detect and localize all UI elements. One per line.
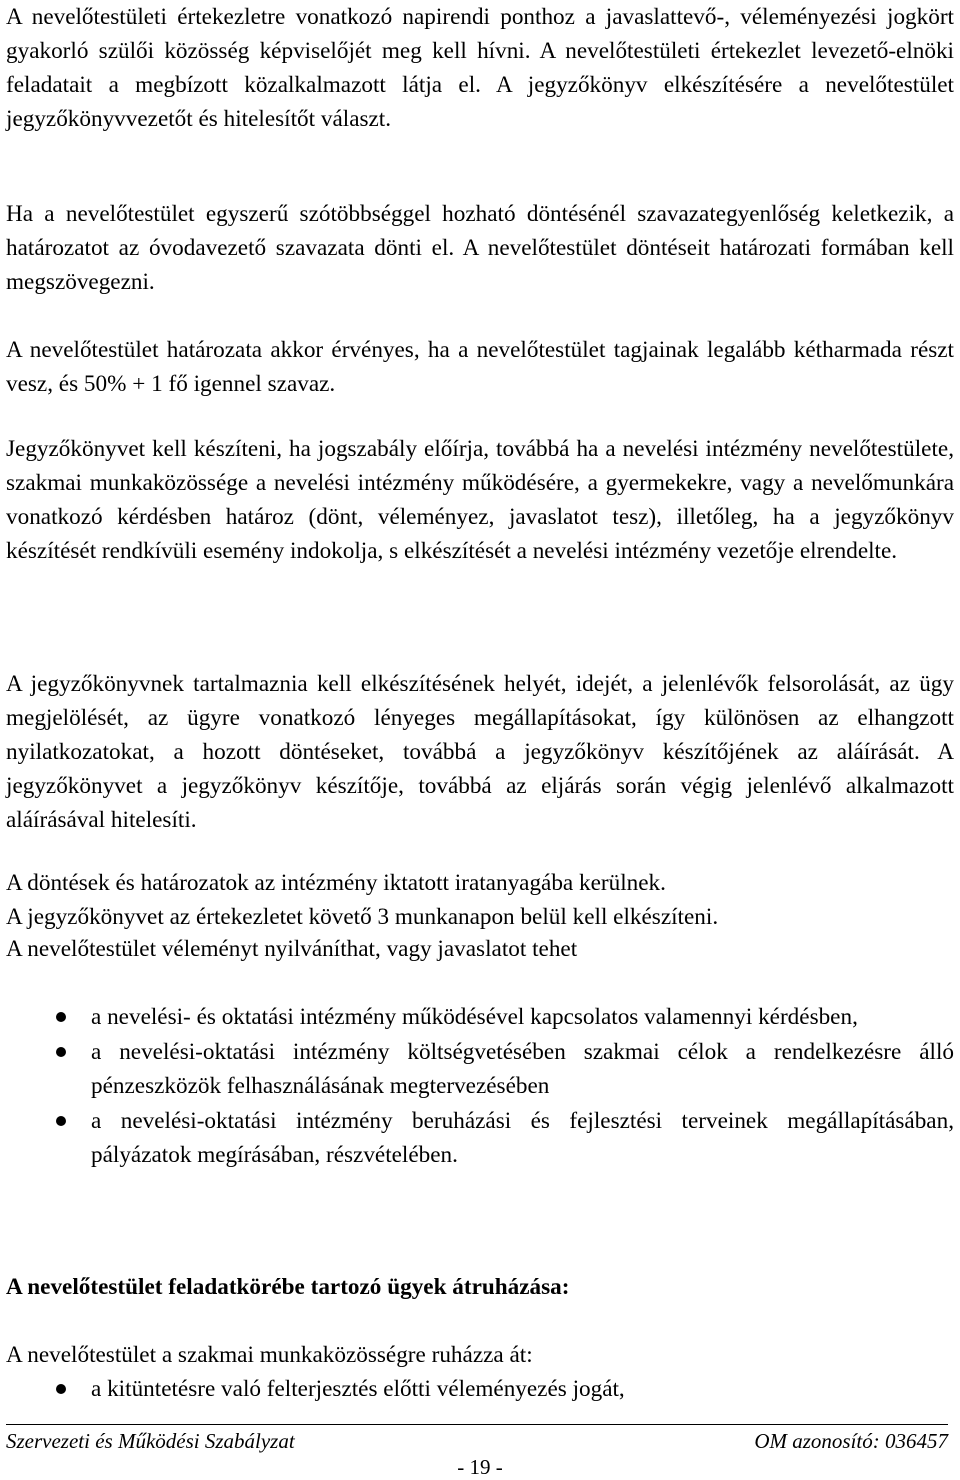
line-decisions-filed: A döntések és határozatok az intézmény iktatott iratanyagába kerülnek. <box>6 870 666 896</box>
line-opinion-intro: A nevelőtestület véleményt nyilváníthat, vagy javaslatot tehet <box>6 936 578 962</box>
bullet-icon <box>56 1384 66 1394</box>
line-delegation-intro: A nevelőtestület a szakmai munkaközösségre ruházza át: <box>6 1342 533 1368</box>
list-item-text: a nevelési- és oktatási intézmény működésével kapcsolatos valamennyi kérdésben, <box>91 1004 858 1030</box>
footer-document-title: Szervezeti és Működési Szabályzat <box>6 1429 295 1453</box>
list-item-text: a nevelési-oktatási intézmény beruházási és fejlesztési terveinek megállapításában, pályázatok megírásában, részvételében. <box>91 1108 954 1168</box>
opinion-bullet-list <box>6 1000 954 1173</box>
list-item <box>6 1104 954 1172</box>
list-item-text: a kitüntetésre való felterjesztés előtti véleményezés jogát, <box>91 1376 625 1402</box>
section-heading: A nevelőtestület feladatkörébe tartozó ügyek átruházása: <box>6 1274 570 1300</box>
paragraph-minutes-required: Jegyzőkönyvet kell készíteni, ha jogszabály előírja, továbbá ha a nevelési intézmény nevelőtestülete, szakmai munkaközössége a nevelési intézmény működésére, a gyermekekre, vagy a nevelőmunkára vonatkozó kérdésben határoz (dönt, véleményez, javaslatot tesz), illetőleg, ha a jegyzőkönyv készítését rendkívüli esemény indokolja, s elkészítését a nevelési intézmény vezetője elrendelte. <box>6 436 954 564</box>
footer-om-id: OM azonosító: 036457 <box>754 1429 948 1453</box>
list-item-text: a nevelési-oktatási intézmény költségvetésében szakmai célok a rendelkezésre álló pénzeszközök felhasználásának megtervezésében <box>91 1039 954 1099</box>
bullet-icon <box>56 1116 66 1126</box>
paragraph-tie-vote: Ha a nevelőtestület egyszerű szótöbbséggel hozható döntésénél szavazategyenlőség keletkezik, a határozatot az óvodavezető szavazata dönti el. A nevelőtestület döntéseit határozati formában kell megszövegezni. <box>6 201 954 295</box>
delegation-bullet-list <box>6 1372 954 1406</box>
bullet-icon <box>56 1012 66 1022</box>
list-item <box>6 1372 954 1406</box>
list-item <box>6 1000 954 1034</box>
paragraph-quorum: A nevelőtestület határozata akkor érvényes, ha a nevelőtestület tagjainak legalább kétharmada részt vesz, és 50% + 1 fő igennel szavaz. <box>6 337 954 397</box>
list-item <box>6 1035 954 1103</box>
bullet-icon <box>56 1047 66 1057</box>
page-number: - 19 - <box>457 1455 503 1479</box>
paragraph-minutes-content: A jegyzőkönyvnek tartalmaznia kell elkészítésének helyét, idejét, a jelenlévők felsorolását, az ügy megjelölését, az ügyre vonatkozó lényeges megállapításokat, így különösen az elhangzott nyilatkozatokat, a hozott döntéseket, továbbá a jegyzőkönyv készítőjének az aláírását. A jegyzőkönyvet a jegyzőkönyv készítője, továbbá az eljárás során végig jelenlévő alkalmazott aláírásával hitelesíti. <box>6 671 954 833</box>
footer-divider <box>6 1424 948 1425</box>
paragraph-meeting-invitation: A nevelőtestületi értekezletre vonatkozó napirendi ponthoz a javaslattevő-, véleményezési jogkört gyakorló szülői közösség képviselőjét meg kell hívni. A nevelőtestületi értekezlet levezető-elnöki feladatait a megbízott közalkalmazott látja el. A jegyzőkönyv elkészítésére a nevelőtestület jegyzőkönyvvezetőt és hitelesítőt választ. <box>6 4 954 132</box>
line-minutes-deadline: A jegyzőkönyvet az értekezletet követő 3 munkanapon belül kell elkészíteni. <box>6 904 719 930</box>
